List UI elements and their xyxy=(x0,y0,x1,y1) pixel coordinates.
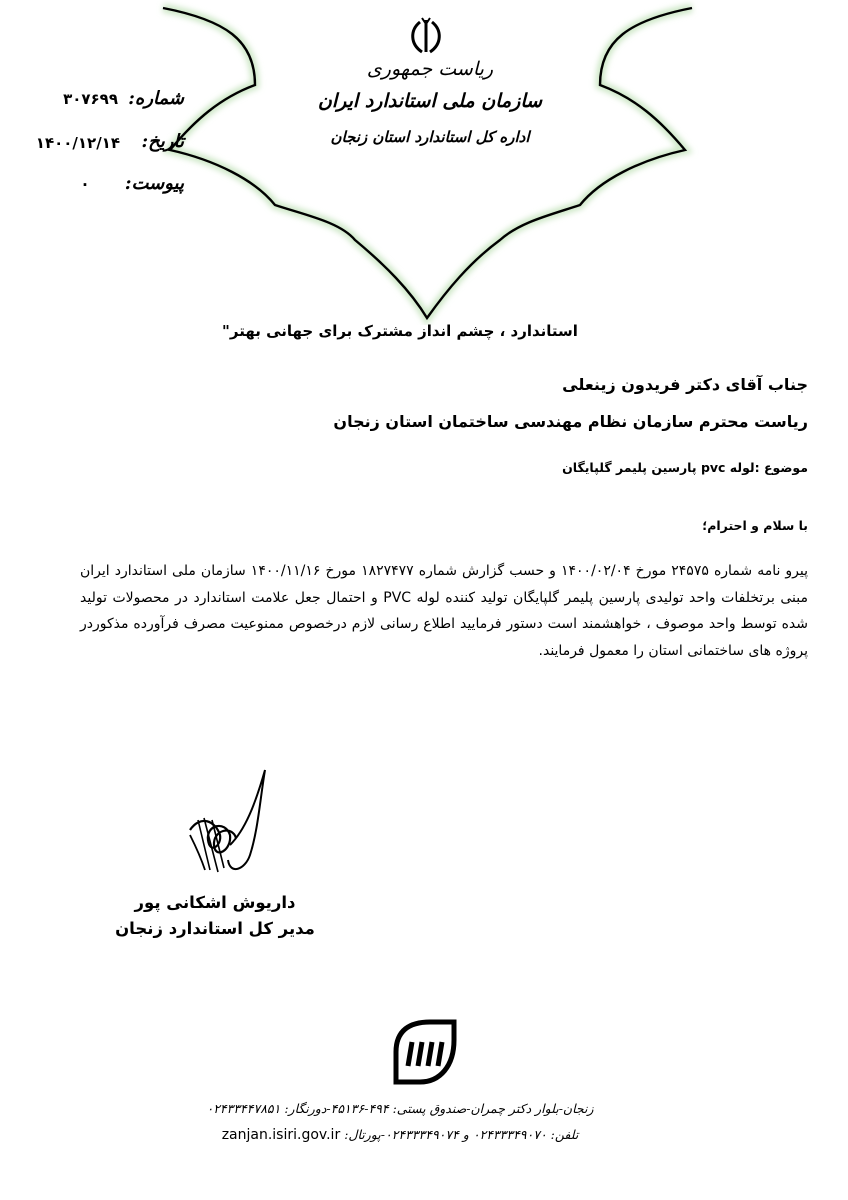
header-organization: سازمان ملی استاندارد ایران xyxy=(317,90,543,112)
letter-body: پیرو نامه شماره ۲۴۵۷۵ مورخ ۱۴۰۰/۰۲/۰۴ و حسب گزارش شماره ۱۸۲۷۴۷۷ مورخ ۱۴۰۰/۱۱/۱۶ سازمان ملی استاندارد ایران مبنی برتخلفات واحد تولیدی پارسین پلیمر گلپایگان تولید کننده لوله PVC و احتمال جعل علامت استاندارد در محصولات تولید شده توسط واحد موصوف ، خواهشمند است دستور فرمایید اطلاع رسانی لازم درخصوص ممنوعیت مصرف فرآورده مذکوردر پروژه های ساختمانی استان را معمول فرمایند. xyxy=(80,563,809,659)
subject-line: موضوع :لوله pvc پارسین پلیمر گلپایگان xyxy=(562,460,808,475)
attachment-value: . xyxy=(82,172,88,190)
slogan: استاندارد ، چشم انداز مشترک برای جهانی بهتر" xyxy=(222,322,578,340)
header-office: اداره کل استاندارد استان زنجان xyxy=(330,128,530,146)
signature-image xyxy=(170,760,290,885)
iran-emblem-icon xyxy=(408,16,444,56)
number-label: شماره: xyxy=(128,88,184,109)
date-value: ۱۴۰۰/۱۲/۱۴ xyxy=(35,134,120,152)
signer-name: داریوش اشکانی پور xyxy=(134,893,296,912)
recipient-name: جناب آقای دکتر فریدون زینعلی xyxy=(562,375,808,394)
isiri-logo-icon xyxy=(390,1018,460,1086)
attachment-label: پیوست: xyxy=(124,173,184,194)
recipient-title: ریاست محترم سازمان نظام مهندسی ساختمان استان زنجان xyxy=(333,412,808,431)
date-label: تاریخ: xyxy=(141,131,184,152)
footer-phone: تلفن: ۰۲۴۳۳۳۴۹۰۷۰ و ۰۲۴۳۳۳۴۹۰۷۴-پورتال: xyxy=(344,1127,579,1142)
number-value: ۳۰۷۶۹۹ xyxy=(63,90,118,108)
footer-contact xyxy=(150,1127,650,1143)
signer-position: مدیر کل استاندارد زنجان xyxy=(115,919,315,938)
greeting: با سلام و احترام؛ xyxy=(702,518,808,533)
footer-portal-link[interactable]: zanjan.isiri.gov.ir xyxy=(221,1127,341,1143)
header-presidency: ریاست جمهوری xyxy=(366,58,494,80)
footer-address: زنجان-بلوار دکتر چمران-صندوق پستی: ۴۹۴-۴۵۱۳۶-دورنگار: ۰۲۴۳۳۴۴۷۸۵۱ xyxy=(206,1101,594,1116)
